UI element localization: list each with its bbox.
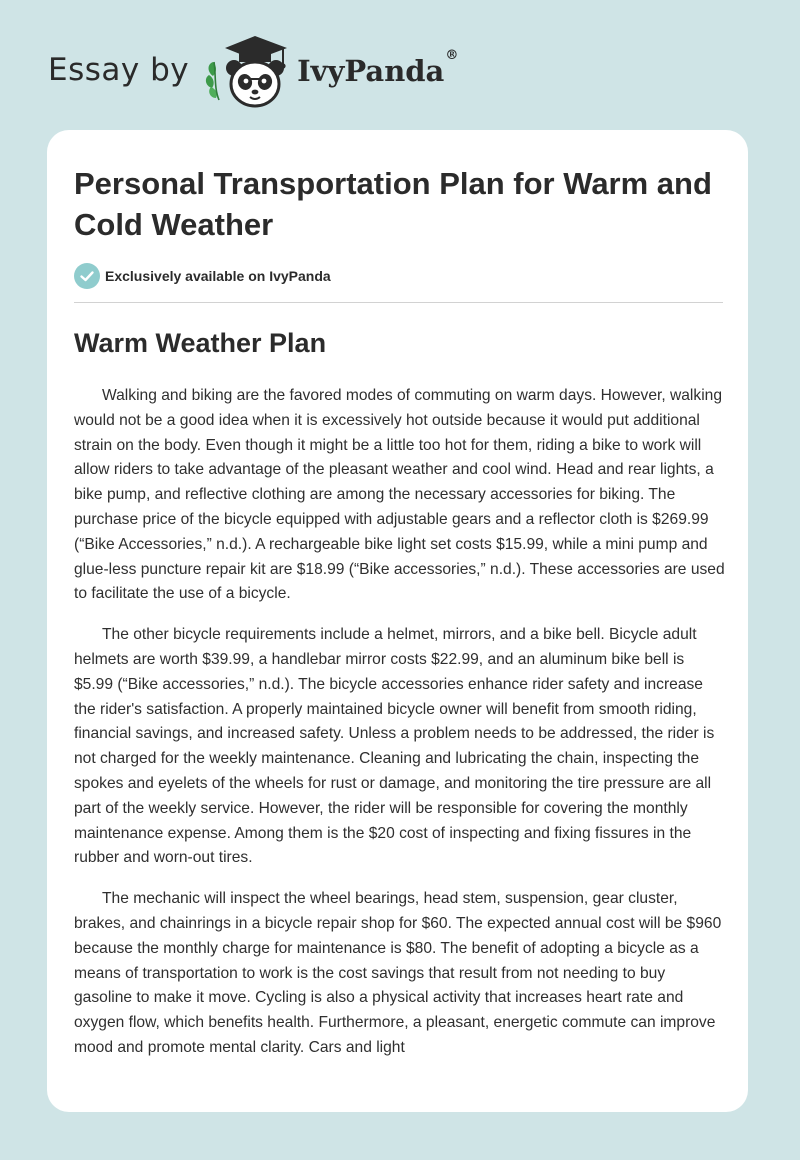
section-heading: Warm Weather Plan xyxy=(74,328,327,358)
exclusive-badge xyxy=(74,263,331,289)
site-header xyxy=(48,32,458,112)
paragraph: The other bicycle requirements include a helmet, mirrors, and a bike bell. Bicycle adult helmets are worth $39.99, a handlebar mirror costs $22.99, and an aluminum bike bell is $5.99 (“Bike accessories,” n.d.). The bicycle accessories enhance rider safety and increase the rider's satisfaction. A properly maintained bicycle owner will benefit from smooth riding, financial savings, and increased safety. Unless a problem needs to be addressed, the rider is not charged for the weekly maintenance. Cleaning and lubricating the chain, inspecting the spokes and eyelets of the wheels for rust or damage, and monitoring the tire pressure are all part of the weekly service. However, the rider will be responsible for covering the monthly maintenance expense. Among them is the $20 cost of inspecting and fixing fissures in the rubber and worn-out tires. xyxy=(74,626,715,867)
brand-name[interactable]: IvyPanda® xyxy=(297,48,459,88)
paragraph: The mechanic will inspect the wheel bearings, head stem, suspension, gear cluster, brakes, and chainrings in a bicycle repair shop for $60. The expected annual cost will be $960 because the monthly charge for maintenance is $80. The benefit of adopting a bicycle as a means of transportation to work is the cost savings that result from not needing to buy gasoline to make it move. Cycling is also a physical activity that increases heart rate and oxygen flow, which benefits health. Furthermore, a pleasant, energetic commute can improve mood and promote mental clarity. Cars and light xyxy=(74,890,722,1056)
essay-by-label: Essay by xyxy=(48,52,190,88)
check-circle-icon xyxy=(74,263,100,289)
panda-graduate-logo-icon[interactable] xyxy=(203,32,295,112)
article-body xyxy=(74,384,726,1077)
essay-card xyxy=(47,130,748,1112)
registered-mark: ® xyxy=(445,48,459,63)
page-title: Personal Transportation Plan for Warm and Cold Weather xyxy=(74,166,712,242)
divider xyxy=(74,302,723,303)
exclusive-label: Exclusively available on IvyPanda xyxy=(105,268,331,284)
paragraph: Walking and biking are the favored modes of commuting on warm days. However, walking would not be a good idea when it is excessively hot outside because it would put additional strain on the body. Even though it might be a little too hot for them, riding a bike to work will allow riders to take advantage of the pleasant weather and cool wind. Head and rear lights, a bike pump, and reflective clothing are among the necessary accessories for biking. The purchase price of the bicycle equipped with adjustable gears and a reflector cloth is $269.99 (“Bike Accessories,” n.d.). A rechargeable bike light set costs $15.99, while a mini pump and glue-less puncture repair kit are $18.99 (“Bike accessories,” n.d.). These accessories are used to facilitate the use of a bicycle. xyxy=(74,387,725,603)
